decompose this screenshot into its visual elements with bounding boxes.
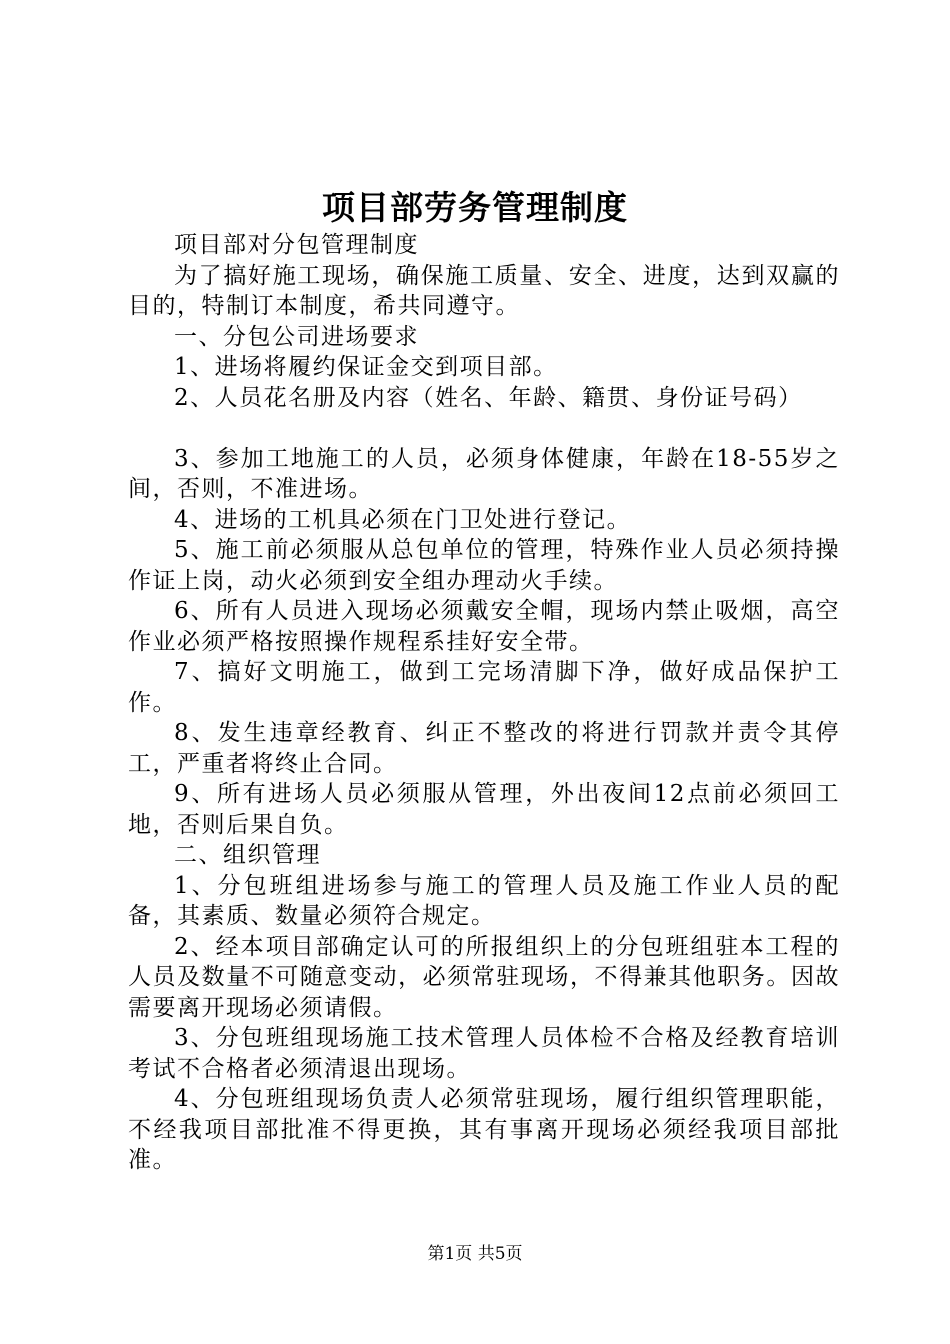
paragraph-item: 9、所有进场人员必须服从管理，外出夜间12点前必须回工地，否则后果自负。 <box>128 781 840 838</box>
paragraph-item: 7、搞好文明施工，做到工完场清脚下净，做好成品保护工作。 <box>128 659 840 716</box>
paragraph-item: 5、施工前必须服从总包单位的管理，特殊作业人员必须持操作证上岗，动火必须到安全组办理动火手续。 <box>128 537 840 594</box>
paragraph-item: 4、进场的工机具必须在门卫处进行登记。 <box>174 506 632 533</box>
section-heading-entry-requirements: 一、分包公司进场要求 <box>174 323 419 350</box>
paragraph-intro: 为了搞好施工现场，确保施工质量、安全、进度，达到双赢的目的，特制订本制度，希共同遵守。 <box>128 262 840 319</box>
paragraph-item: 1、进场将履约保证金交到项目部。 <box>174 354 558 380</box>
paragraph-item: 3、分包班组现场施工技术管理人员体检不合格及经教育培训考试不合格者必须清退出现场。 <box>128 1025 840 1082</box>
section-heading-organization: 二、组织管理 <box>174 842 321 868</box>
paragraph-item: 4、分包班组现场负责人必须常驻现场，履行组织管理职能，不经我项目部批准不得更换，其有事离开现场必须经我项目部批准。 <box>128 1086 840 1173</box>
paragraph-subtitle: 项目部对分包管理制度 <box>174 232 419 258</box>
paragraph-item: 3、参加工地施工的人员，必须身体健康，年龄在18-55岁之间，否则，不准进场。 <box>128 445 840 502</box>
paragraph-item: 1、分包班组进场参与施工的管理人员及施工作业人员的配备，其素质、数量必须符合规定。 <box>128 872 840 929</box>
document-title: 项目部劳务管理制度 <box>322 188 628 227</box>
paragraph-item: 2、经本项目部确定认可的所报组织上的分包班组驻本工程的人员及数量不可随意变动，必须常驻现场，不得兼其他职务。因故需要离开现场必须请假。 <box>128 933 840 1021</box>
page-footer: 第1页 共5页 <box>427 1244 523 1264</box>
document-body <box>128 230 840 1176</box>
paragraph-item: 2、人员花名册及内容（姓名、年龄、籍贯、身份证号码） <box>174 384 803 411</box>
paragraph-item: 8、发生违章经教育、纠正不整改的将进行罚款并责令其停工，严重者将终止合同。 <box>128 720 840 777</box>
paragraph-item: 6、所有人员进入现场必须戴安全帽，现场内禁止吸烟，高空作业必须严格按照操作规程系挂好安全带。 <box>128 598 840 655</box>
